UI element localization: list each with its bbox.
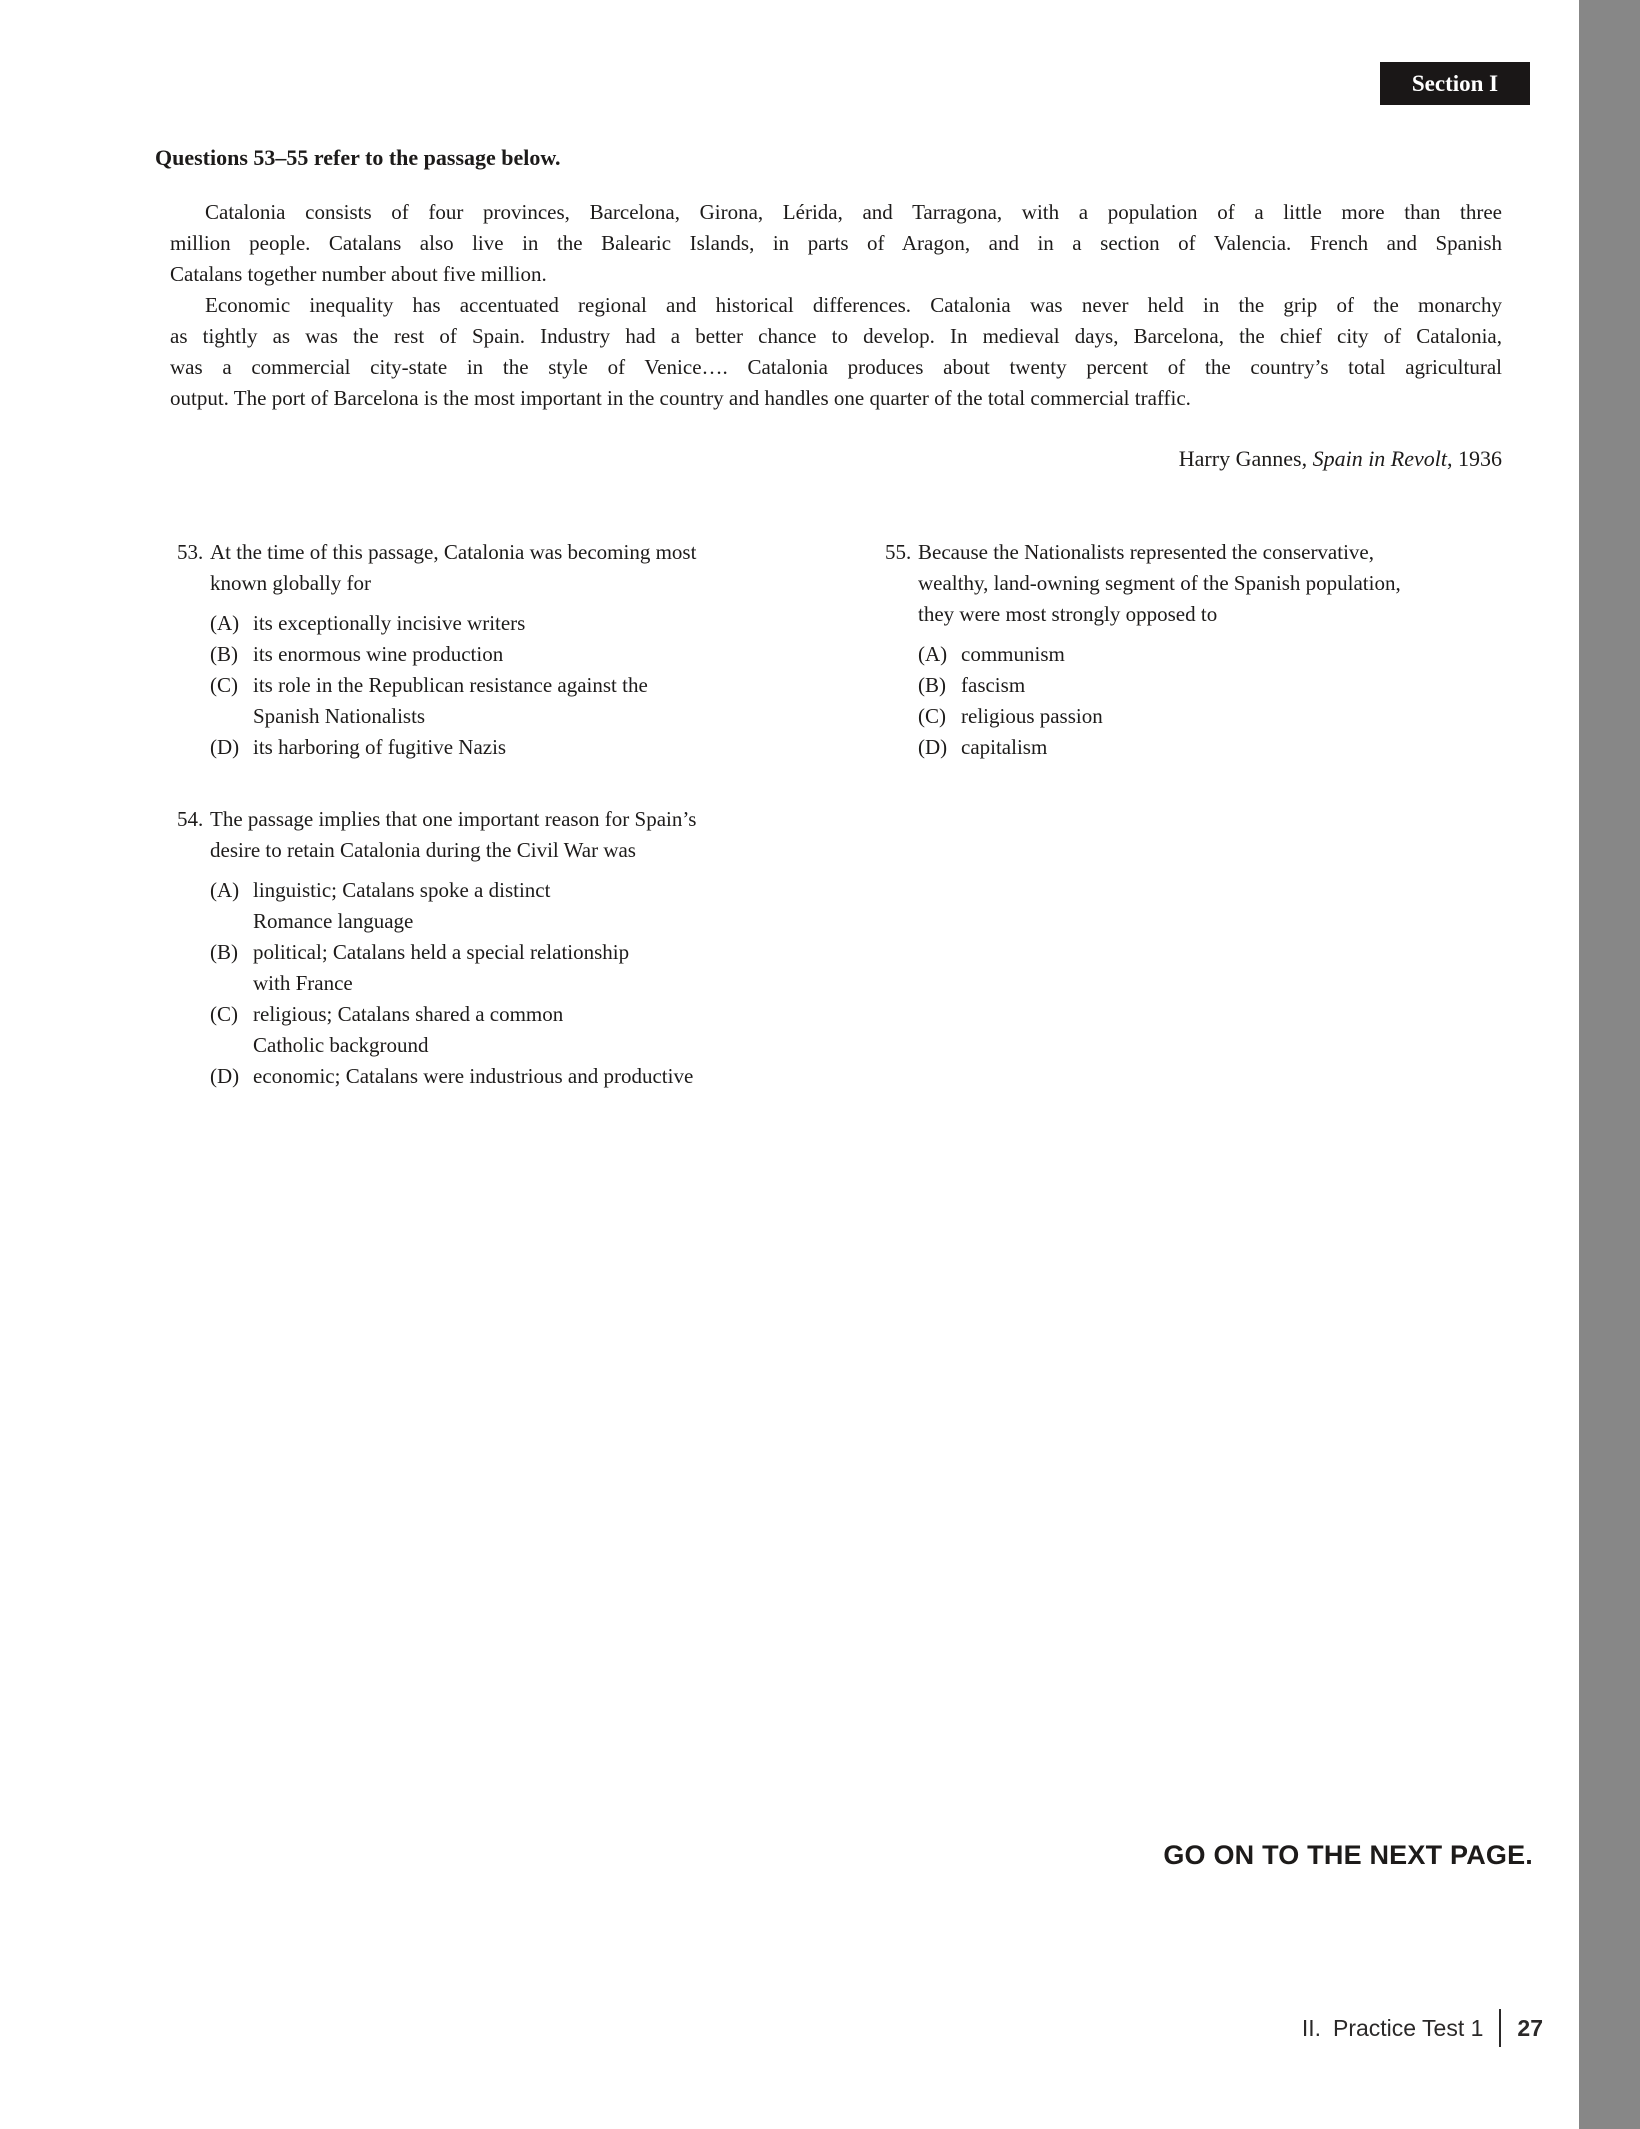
option-letter: (A) xyxy=(210,611,240,635)
option xyxy=(210,732,837,763)
footer-test-label: Practice Test 1 xyxy=(1332,2014,1484,2041)
option-letter: (D) xyxy=(918,735,948,759)
option-text xyxy=(961,701,1545,732)
option-text xyxy=(253,670,837,732)
questions-column-right xyxy=(885,537,1545,804)
option-text xyxy=(961,732,1545,763)
option-text xyxy=(253,875,837,937)
option-text xyxy=(961,639,1545,670)
options-list xyxy=(210,875,837,1092)
option-line: economic; Catalans were industrious and productive xyxy=(253,1064,694,1088)
option-line: its role in the Republican resistance against the xyxy=(253,673,648,697)
option-text xyxy=(253,1061,837,1092)
option-letter: (D) xyxy=(210,1064,240,1088)
page-footer xyxy=(1302,2008,1543,2048)
attribution-author: Harry Gannes, xyxy=(1178,446,1313,471)
option xyxy=(210,639,837,670)
question-stem-line: they were most strongly opposed to xyxy=(918,602,1218,626)
option-line: its exceptionally incisive writers xyxy=(253,611,526,635)
question-stem-line: desire to retain Catalonia during the Civil War was xyxy=(210,838,636,862)
option-letter: (A) xyxy=(210,878,240,902)
option xyxy=(210,999,837,1061)
option-line: linguistic; Catalans spoke a distinct xyxy=(253,878,551,902)
option-letter: (B) xyxy=(210,940,238,964)
option-text xyxy=(253,639,837,670)
question xyxy=(885,537,1545,763)
attribution-book-title: Spain in Revolt xyxy=(1312,446,1447,471)
section-badge xyxy=(1380,62,1530,105)
option xyxy=(918,670,1545,701)
option-letter: (B) xyxy=(918,673,946,697)
passage xyxy=(170,197,1502,414)
question xyxy=(177,537,837,763)
passage-line: Catalonia consists of four provinces, Barcelona, Girona, Lérida, and Tarragona, with a population of a little more than three xyxy=(205,200,1502,224)
passage-line: as tightly as was the rest of Spain. Industry had a better chance to develop. In medieval days, Barcelona, the chief city of Catalonia, xyxy=(170,324,1502,348)
passage-line: million people. Catalans also live in the Balearic Islands, in parts of Aragon, and in a section of Valencia. French and Spanish xyxy=(170,231,1502,255)
footer-divider xyxy=(1499,2009,1501,2047)
question-content xyxy=(210,537,837,763)
questions-range-heading: Questions 53–55 refer to the passage below. xyxy=(155,145,561,170)
option-letter: (C) xyxy=(210,673,238,697)
option-letter: (A) xyxy=(918,642,948,666)
passage-line: Economic inequality has accentuated regional and historical differences. Catalonia was never held in the grip of the monarchy xyxy=(205,293,1502,317)
question-stem-line: The passage implies that one important reason for Spain’s xyxy=(210,807,697,831)
question-content xyxy=(210,804,837,1092)
option-line: political; Catalans held a special relationship xyxy=(253,940,630,964)
option-line: communism xyxy=(961,642,1065,666)
right-gray-rail xyxy=(1579,0,1640,2129)
option-letter: (C) xyxy=(918,704,946,728)
option-line: religious; Catalans shared a common xyxy=(253,1002,564,1026)
option-line: Romance language xyxy=(253,909,414,933)
section-badge-label: Section I xyxy=(1411,71,1499,96)
option xyxy=(918,732,1545,763)
option xyxy=(210,1061,837,1092)
question-number: 54. xyxy=(177,807,204,831)
option xyxy=(210,937,837,999)
passage-line: was a commercial city-state in the style of Venice…. Catalonia produces about twenty percent of the country’s total agricultural xyxy=(170,355,1502,379)
passage-line: output. The port of Barcelona is the most important in the country and handles one quarter of the total commercial traffic. xyxy=(170,386,1191,410)
attribution-year: , 1936 xyxy=(1447,446,1502,471)
option-line: fascism xyxy=(961,673,1026,697)
question-content xyxy=(918,537,1545,763)
option-text xyxy=(253,608,837,639)
option-line: with France xyxy=(253,971,353,995)
option xyxy=(918,701,1545,732)
passage-attribution xyxy=(170,443,1502,474)
option-line: religious passion xyxy=(961,704,1103,728)
footer-section-label: II. xyxy=(1301,2014,1321,2041)
option-letter: (C) xyxy=(210,1002,238,1026)
option xyxy=(210,670,837,732)
option xyxy=(210,608,837,639)
question-number: 53. xyxy=(177,540,204,564)
option-line: its enormous wine production xyxy=(253,642,504,666)
passage-line: Catalans together number about five million. xyxy=(170,262,547,286)
option-line: capitalism xyxy=(961,735,1048,759)
go-on-notice: GO ON TO THE NEXT PAGE. xyxy=(1163,1840,1533,1870)
option-text xyxy=(253,999,837,1061)
option-text xyxy=(253,937,837,999)
option-letter: (D) xyxy=(210,735,240,759)
option-text xyxy=(253,732,837,763)
option-line: its harboring of fugitive Nazis xyxy=(253,735,507,759)
options-list xyxy=(210,608,837,763)
question xyxy=(177,804,837,1092)
option-text xyxy=(961,670,1545,701)
question-stem-line: wealthy, land-owning segment of the Spanish population, xyxy=(918,571,1401,595)
question-stem-line: Because the Nationalists represented the conservative, xyxy=(918,540,1374,564)
question-stem-line: known globally for xyxy=(210,571,371,595)
option xyxy=(210,875,837,937)
option-letter: (B) xyxy=(210,642,238,666)
question-stem-line: At the time of this passage, Catalonia was becoming most xyxy=(210,540,697,564)
option xyxy=(918,639,1545,670)
options-list xyxy=(918,639,1545,763)
questions-column-left xyxy=(177,537,837,1133)
option-line: Catholic background xyxy=(253,1033,429,1057)
footer-page-number: 27 xyxy=(1517,2014,1543,2041)
question-number: 55. xyxy=(885,540,912,564)
option-line: Spanish Nationalists xyxy=(253,704,426,728)
